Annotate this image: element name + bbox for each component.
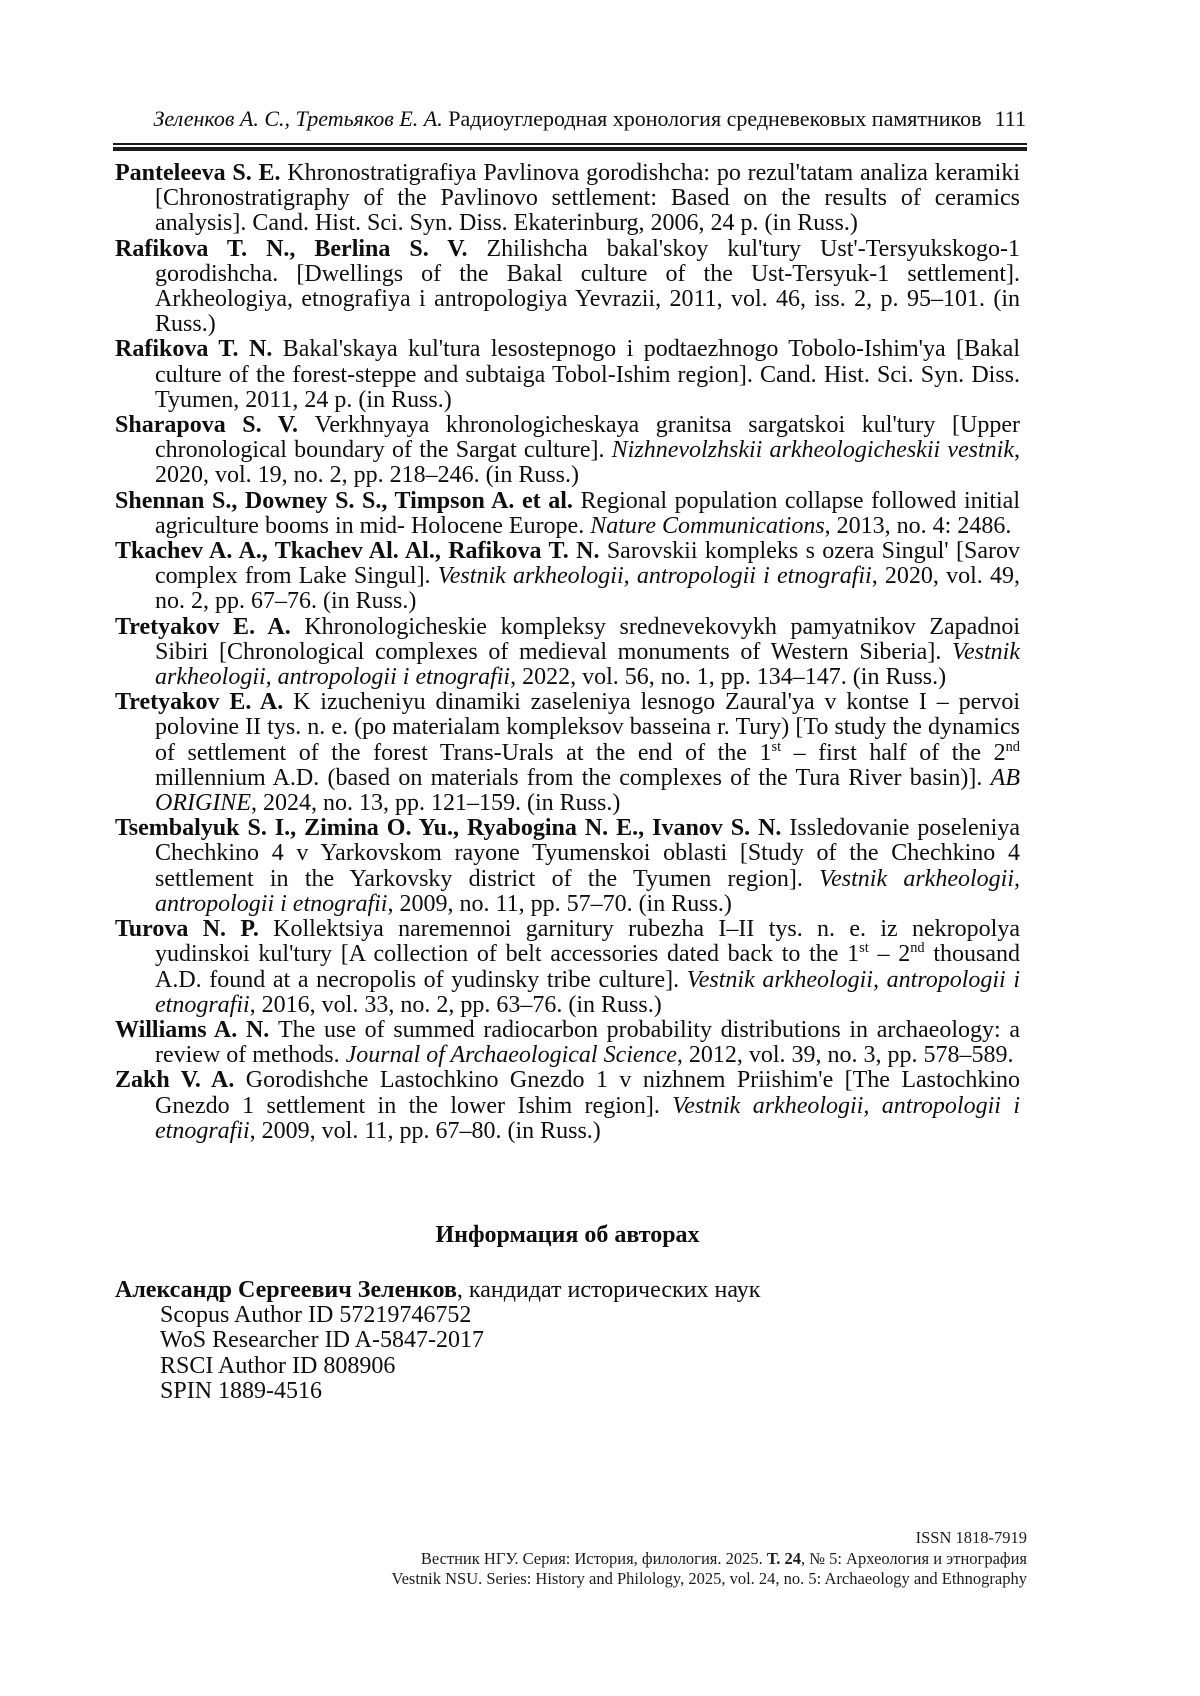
reference-entry: Shennan S., Downey S. S., Timpson A. et al. Regional population collapse followed initial agriculture booms in mid- Holocene Europe. Nature Communications, 2013, no. 4: 2486. (115, 487, 1020, 539)
reference-entry: Sharapova S. V. Verkhnyaya khronologicheskaya granitsa sargatskoi kul'tury [Upper chronological boundary of the Sargat culture]. Nizhnevolzhskii arkheologicheskii vestnik, 2020, vol. 19, no. 2, pp. 218–246. (in Russ.) (115, 412, 1020, 489)
running-head (115, 106, 1026, 132)
running-head-article-title: Радиоуглеродная хронология средневековых памятников (442, 106, 982, 131)
running-head-title (115, 106, 1020, 132)
author-id-line: WoS Researcher ID A-5847-2017 (160, 1327, 484, 1354)
author-id-line: SPIN 1889-4516 (160, 1377, 323, 1404)
header-double-rule (113, 143, 1027, 151)
page-number: 111 (994, 106, 1026, 131)
reference-entry: Tretyakov E. A. K izucheniyu dinamiki zaseleniya lesnogo Zaural'ya v kontse I – pervoi polovine II tys. n. e. (po materialam kompleksov basseina r. Tury) [To study the dynamics of settlement of the forest Trans-Urals at the end of the 1st – first half of the 2nd millennium A.D. (based on materials from the complexes of the Tura River basin)]. AB ORIGINE, 2024, no. 13, pp. 121–159. (in Russ.) (115, 689, 1020, 817)
author-name-line (115, 1278, 1020, 1303)
authors-info-heading: Информация об авторах (435, 1221, 700, 1248)
reference-entry: Rafikova T. N. Bakal'skaya kul'tura lesostepnogo i podtaezhnogo Tobolo-Ishim'ya [Bakal culture of the forest-steppe and subtaiga Tobol-Ishim region]. Cand. Hist. Sci. Syn. Diss. Tyumen, 2011, 24 p. (in Russ.) (115, 336, 1020, 413)
reference-entry: Tkachev A. A., Tkachev Al. Al., Rafikova T. N. Sarovskii kompleks s ozera Singul' [Sarov complex from Lake Singul]. Vestnik arkheologii, antropologii i etnografii, 2020, vol. 49, no. 2, pp. 67–76. (in Russ.) (115, 538, 1020, 615)
reference-entry: Turova N. P. Kollektsiya naremennoi garnitury rubezha I–II tys. n. e. iz nekropolya yudinskoi kul'tury [A collection of belt accessories dated back to the 1st – 2nd thousand A.D. found at a necropolis of yudinsky tribe culture]. Vestnik arkheologii, antropologii i etnografii, 2016, vol. 33, no. 2, pp. 63–76. (in Russ.) (115, 916, 1020, 1018)
author-degree: , кандидат исторических наук (456, 1276, 761, 1303)
reference-entry: Tretyakov E. A. Khronologicheskie kompleksy srednevekovykh pamyatnikov Zapadnoi Sibiri [Chronological complexes of medieval monuments of Western Siberia]. Vestnik arkheologii, antropologii i etnografii, 2022, vol. 56, no. 1, pp. 134–147. (in Russ.) (115, 613, 1021, 691)
page-content (115, 161, 1020, 1404)
rule-thick (113, 147, 1027, 151)
author-ids (115, 1303, 1020, 1404)
reference-entry: Zakh V. A. Gorodishche Lastochkino Gnezdo 1 v nizhnem Priishim'e [The Lastochkino Gnezdo 1 settlement in the lower Ishim region]. Vestnik arkheologii, antropologii i etnografii, 2009, vol. 11, pp. 67–80. (in Russ.) (115, 1067, 1021, 1144)
running-head-authors: Зеленков А. С., Третьяков Е. А. (153, 106, 443, 131)
reference-entry: Tsembalyuk S. I., Zimina O. Yu., Ryabogina N. E., Ivanov S. N. Issledovanie poseleniya Chechkino 4 v Yarkovskom rayone Tyumenskoi oblasti [Study of the Chechkino 4 settlement in the Yarkovsky district of the Tyumen region]. Vestnik arkheologii, antropologii i etnografii, 2009, no. 11, pp. 57–70. (in Russ.) (115, 815, 1020, 917)
footer-journal-ru: Вестник НГУ. Серия: История, филология. 2025. Т. 24, № 5: Археология и этнография (420, 1548, 1027, 1568)
reference-entry: Rafikova T. N., Berlina S. V. Zhilishcha bakal'skoy kul'tury Ust'-Tersyukskogo-1 gorodishcha. [Dwellings of the Bakal culture of the Ust-Tersyuk-1 settlement]. Arkheologiya, etnografiya i antropologiya Yevrazii, 2011, vol. 46, iss. 2, p. 95–101. (in Russ.) (115, 235, 1020, 338)
footer-issn: ISSN 1818-7919 (915, 1528, 1027, 1547)
reference-entry: Panteleeva S. E. Khronostratigrafiya Pavlinova gorodishcha: po rezul'tatam analiza keramiki [Chronostratigraphy of the Pavlinovo settlement: Based on the results of ceramics analysis]. Cand. Hist. Sci. Syn. Diss. Ekaterinburg, 2006, 24 p. (in Russ.) (115, 160, 1020, 237)
author-name: Александр Сергеевич Зеленков (115, 1276, 457, 1303)
page-footer (115, 1528, 1027, 1590)
rule-thin (113, 143, 1027, 145)
author-id-line: Scopus Author ID 57219746752 (160, 1302, 472, 1329)
references-list (115, 161, 1020, 1144)
footer-journal-en: Vestnik NSU. Series: History and Philology, 2025, vol. 24, no. 5: Archaeology and Ethnography (391, 1569, 1027, 1588)
reference-entry: Williams A. N. The use of summed radiocarbon probability distributions in archaeology: a review of methods. Journal of Archaeological Science, 2012, vol. 39, no. 3, pp. 578–589. (115, 1016, 1020, 1069)
author-entry (115, 1278, 1020, 1404)
author-id-line: RSCI Author ID 808906 (160, 1352, 396, 1379)
